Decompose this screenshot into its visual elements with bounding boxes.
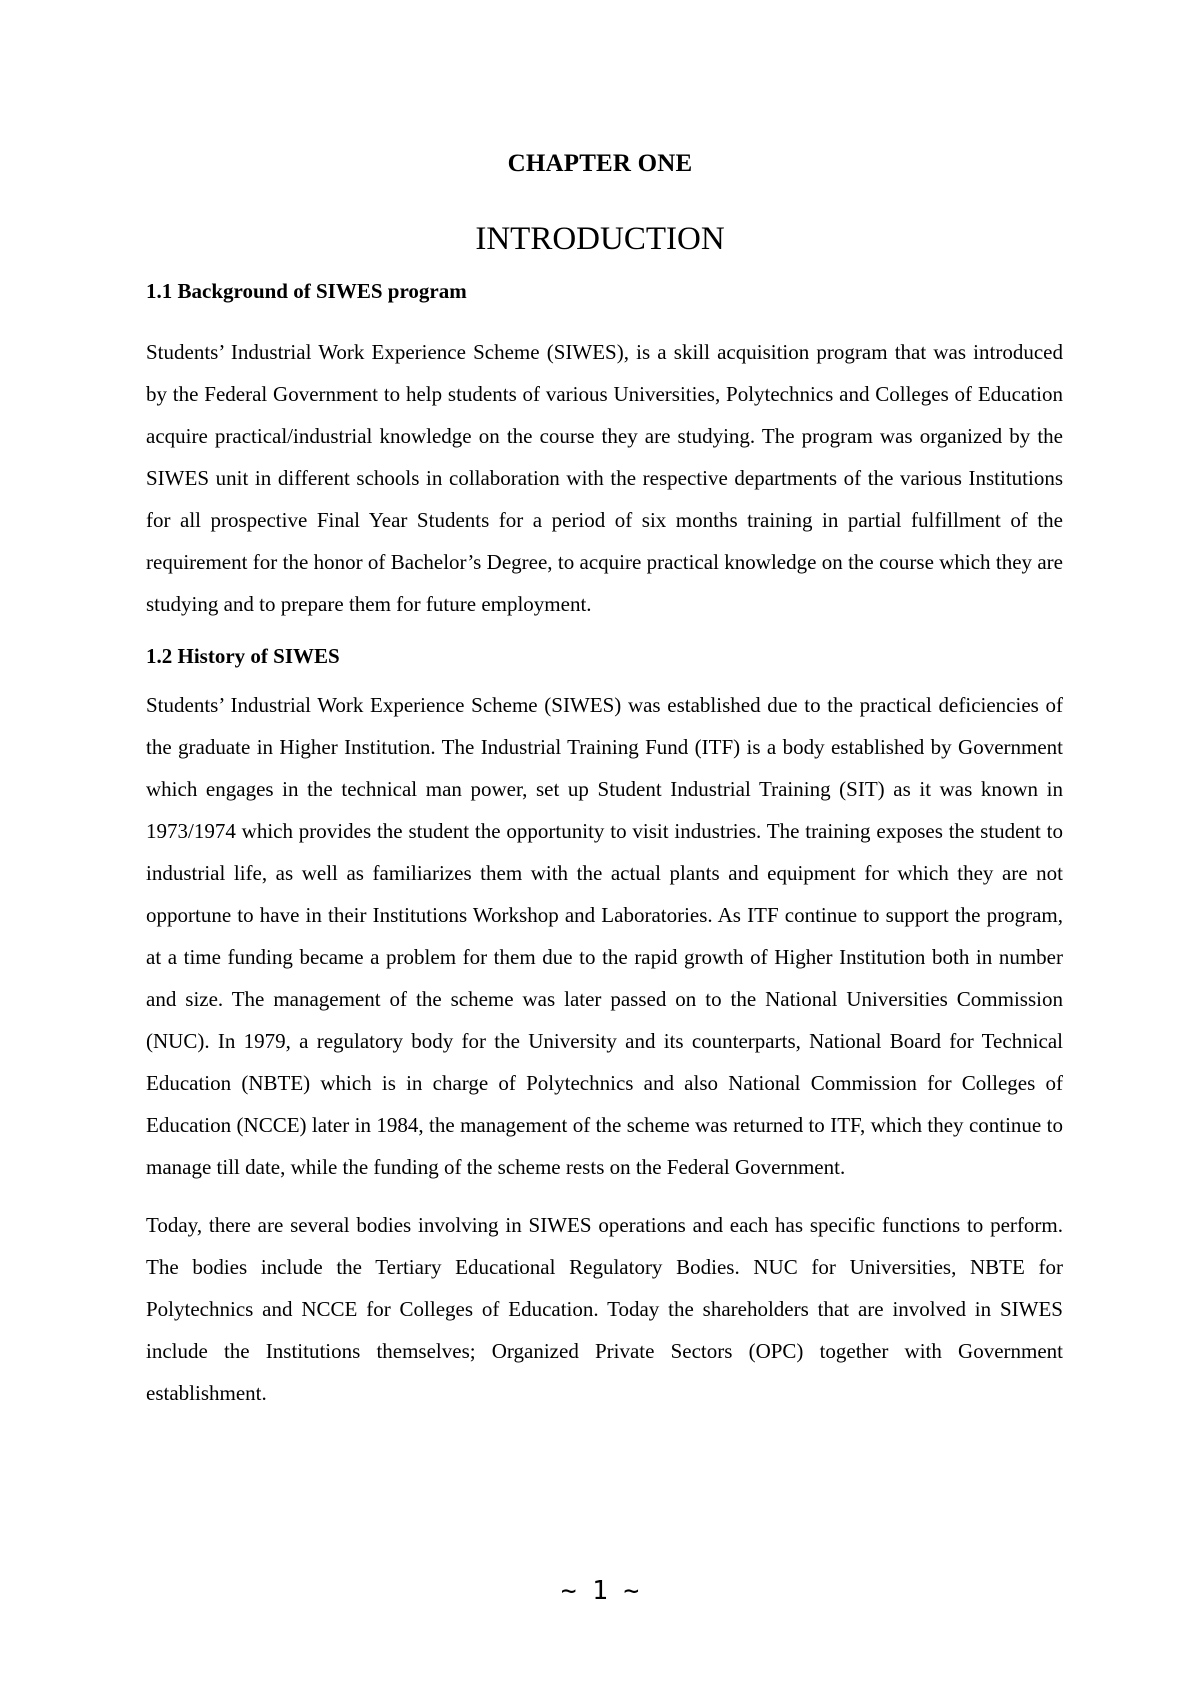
chapter-label: CHAPTER ONE bbox=[507, 150, 693, 177]
section-heading-history: 1.2 History of SIWES bbox=[146, 644, 340, 668]
paragraph-background: Students’ Industrial Work Experience Scheme (SIWES), is a skill acquisition program that was introduced by the Federal Government to help students of various Universities, Polytechnics and Colleges of Education acquire practical/industrial knowledge on the course they are studying. The program was organized by the SIWES unit in different schools in collaboration with the respective departments of the various Institutions for all prospective Final Year Students for a period of six months training in partial fulfillment of the requirement for the honor of Bachelor’s Degree, to acquire practical knowledge on the course which they are studying and to prepare them for future employment. bbox=[146, 340, 1063, 616]
paragraph-history-1: Students’ Industrial Work Experience Scheme (SIWES) was established due to the practical deficiencies of the graduate in Higher Institution. The Industrial Training Fund (ITF) is a body established by Government which engages in the technical man power, set up Student Industrial Training (SIT) as it was known in 1973/1974 which provides the student the opportunity to visit industries. The training exposes the student to industrial life, as well as familiarizes them with the actual plants and equipment for which they are not opportune to have in their Institutions Workshop and Laboratories. As ITF continue to support the program, at a time funding became a problem for them due to the rapid growth of Higher Institution both in number and size. The management of the scheme was later passed on to the National Universities Commission (NUC). In 1979, a regulatory body for the University and its counterparts, National Board for Technical Education (NBTE) which is in charge of Polytechnics and also National Commission for Colleges of Education (NCCE) later in 1984, the management of the scheme was returned to ITF, which they continue to manage till date, while the funding of the scheme rests on the Federal Government. bbox=[146, 693, 1063, 1179]
page-number: ~ 1 ~ bbox=[560, 1576, 640, 1606]
chapter-body bbox=[146, 276, 1063, 1414]
chapter-title: INTRODUCTION bbox=[475, 221, 725, 257]
section-heading-background: 1.1 Background of SIWES program bbox=[146, 279, 467, 303]
paragraph-history-2: Today, there are several bodies involving in SIWES operations and each has specific functions to perform. The bodies include the Tertiary Educational Regulatory Bodies. NUC for Universities, NBTE for Polytechnics and NCCE for Colleges of Education. Today the shareholders that are involved in SIWES include the Institutions themselves; Organized Private Sectors (OPC) together with Government establishment. bbox=[146, 1213, 1063, 1405]
